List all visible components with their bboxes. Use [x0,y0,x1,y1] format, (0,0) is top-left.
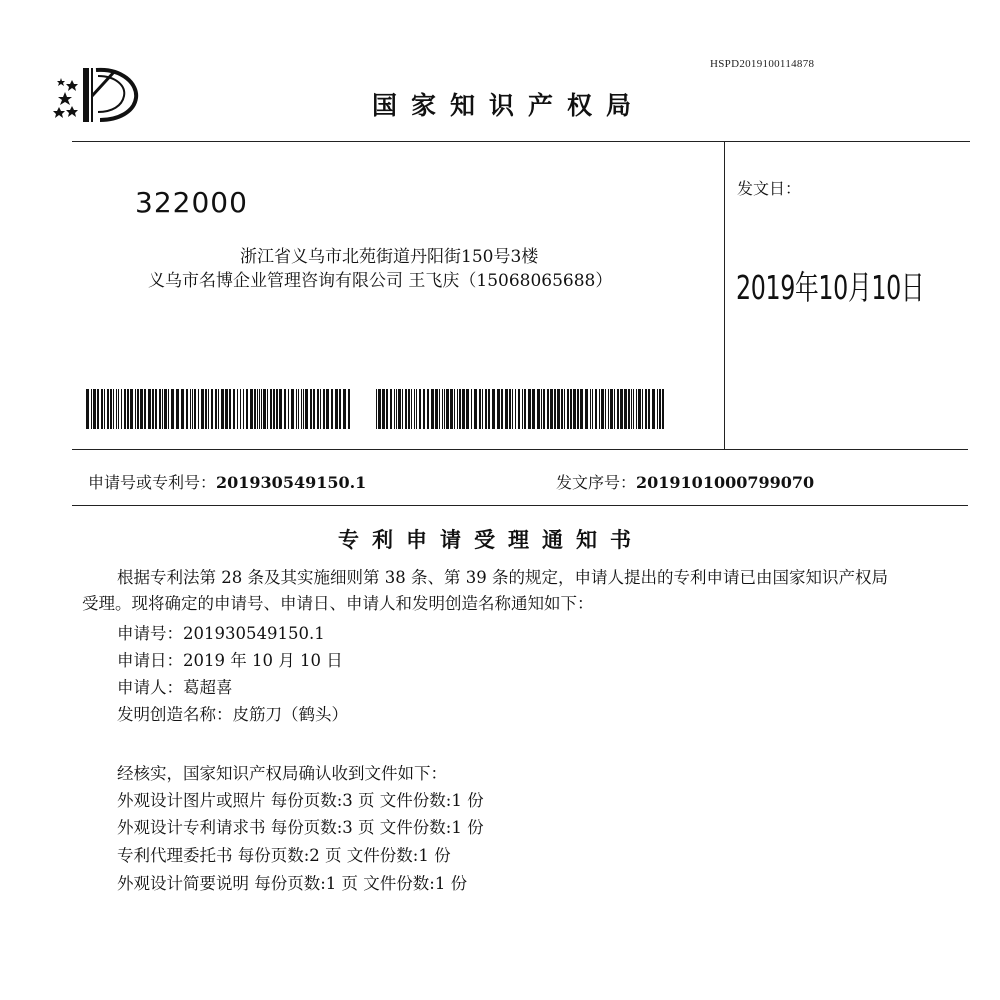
barcode-bar [137,389,139,429]
barcode-bar [93,389,96,429]
application-number-field [88,470,366,493]
barcode-bar [561,389,563,429]
barcode-bar [528,389,531,429]
postal-code: 322000 [135,186,248,219]
document-code: HSPD2019100114878 [710,58,815,70]
barcode-bar [442,389,443,429]
barcode-bar [254,389,256,429]
barcode-bar [435,389,438,429]
barcode-left [86,389,354,429]
barcode-bar [567,389,569,429]
barcode-bar [343,389,346,429]
barcode-bar [390,389,392,429]
barcode-bar [419,389,421,429]
barcode-bar [577,389,579,429]
middle-rule [72,449,968,450]
received-file-item: 外观设计图片或照片 每份页数:3 页 文件份数:1 份 [117,791,484,810]
barcode-bar [310,389,312,429]
barcode-bar [243,389,244,429]
barcode-bar [408,389,410,429]
barcode-bar [162,389,163,429]
barcode-bar [550,389,553,429]
barcode-bar [570,389,572,429]
barcode-bar [130,389,133,429]
barcode-bar [159,389,161,429]
barcode-bar [288,389,289,429]
barcode-bar [573,389,576,429]
barcode-bar [152,389,154,429]
send-date-value: 2019年10月10日 [736,268,925,307]
office-name: 国家知识产权局 [372,91,646,120]
barcode-bar [303,389,304,429]
barcode-bar [423,389,425,429]
barcode-bar [331,389,333,429]
barcode-bar [532,389,535,429]
barcode-bar [104,389,105,429]
barcode-bar [246,389,248,429]
barcode-bar [110,389,112,429]
barcode-bar [127,389,129,429]
barcode-bar [645,389,647,429]
barcode-right [376,389,666,429]
cnipa-logo-icon [52,62,144,124]
barcode-bar [501,389,503,429]
divider-vertical [724,141,725,449]
barcode-bar [261,389,262,429]
field-filing-date: 申请日：2019 年 10 月 10 日 [117,651,343,670]
barcode-bar [444,389,445,429]
mailing-address: 浙江省义乌市北苑街道丹阳街150号3楼 [240,247,539,267]
barcode-bar [662,389,664,429]
barcode-bar [320,389,321,429]
barcode-bar [257,389,258,429]
barcode-bar [636,389,637,429]
barcode-bar [326,389,329,429]
barcode-bar [229,389,231,429]
barcode-bar [557,389,560,429]
barcode-bar [462,389,465,429]
barcode-bar [218,389,219,429]
barcode-bar [378,389,381,429]
reference-rule [72,505,968,506]
barcode-bar [107,389,109,429]
barcode-bar [233,389,235,429]
barcode-bar [605,389,606,429]
barcode-bar [291,389,294,429]
barcode-bar [488,389,490,429]
barcode-bar [279,389,282,429]
barcode-bar [608,389,609,429]
barcode-bar [348,389,350,429]
barcode-bar [620,389,623,429]
field-application-number: 申请号：201930549150.1 [117,624,325,643]
barcode-bar [208,389,209,429]
barcode-bar [273,389,275,429]
barcode-bar [168,389,169,429]
barcode-bar [164,389,167,429]
barcode-bar [240,389,241,429]
barcode-bar [276,389,278,429]
barcode-bar [405,389,407,429]
barcode-bar [198,389,199,429]
barcode-bar [237,389,238,429]
barcode-bar [512,389,513,429]
barcode-bar [250,389,253,429]
barcode-bar [86,389,89,429]
barcode-bar [617,389,619,429]
barcode-bar [592,389,593,429]
barcode-bar [631,389,632,429]
barcode-bar [457,389,458,429]
send-date-label: 发文日： [737,179,802,198]
barcode-bar [466,389,469,429]
barcode-bar [335,389,338,429]
barcode-bar [113,389,114,429]
barcode-bar [439,389,440,429]
barcode-bar [144,389,146,429]
serial-number-field [556,470,814,493]
barcode-bar [186,389,188,429]
barcode-bar [505,389,508,429]
serial-number-value: 2019101000799070 [636,473,815,492]
barcode-bar [471,389,472,429]
barcode-bar [543,389,545,429]
barcode-bar [396,389,397,429]
barcode-bar [518,389,520,429]
barcode-bar [446,389,449,429]
notice-title: 专利申请受理通知书 [338,528,644,552]
barcode-bar [181,389,184,429]
barcode-bar [522,389,523,429]
barcode-bar [547,389,549,429]
application-number-value: 201930549150.1 [216,473,367,492]
barcode-bar [431,389,434,429]
barcode-bar [652,389,655,429]
barcode-bar [171,389,174,429]
barcode-bar [648,389,650,429]
barcode-bar [298,389,299,429]
barcode-bar [585,389,588,429]
barcode-bar [599,389,600,429]
intro-line-1: 根据专利法第 28 条及其实施细则第 38 条、第 39 条的规定，申请人提出的专利申请已由国家知识产权局 [117,568,888,587]
barcode-bar [492,389,495,429]
barcode-bar [301,389,302,429]
barcode-bar [91,389,92,429]
barcode-bar [225,389,228,429]
barcode-bar [201,389,204,429]
field-design-title: 发明创造名称：皮筋刀（鹤头） [117,705,348,724]
barcode-bar [339,389,341,429]
barcode-bar [414,389,415,429]
received-file-item: 外观设计专利请求书 每份页数:3 页 文件份数:1 份 [117,818,484,837]
barcode-bar [305,389,308,429]
barcode-bar [194,389,196,429]
barcode-bar [537,389,540,429]
barcode-bar [454,389,455,429]
barcode-bar [215,389,217,429]
barcode-bar [482,389,483,429]
barcode-bar [394,389,395,429]
barcode-bar [221,389,224,429]
barcode-bar [386,389,388,429]
barcode-bar [259,389,260,429]
barcode-bar [610,389,613,429]
received-file-item: 外观设计简要说明 每份页数:1 页 文件份数:1 份 [117,874,468,893]
barcode-bar [116,389,117,429]
barcode-bar [411,389,412,429]
barcode-bar [124,389,126,429]
application-number-label: 申请号或专利号： [88,473,217,492]
intro-line-2: 受理。现将确定的申请号、申请日、申请人和发明创造名称通知如下： [82,594,594,613]
barcode-bar [524,389,526,429]
barcode-bar [211,389,213,429]
barcode-bar [135,389,136,429]
barcode-bar [398,389,401,429]
barcode-bar [192,389,193,429]
barcode-bar [176,389,179,429]
barcode-bar [628,389,630,429]
field-applicant: 申请人：葛超喜 [117,678,233,697]
received-file-item: 专利代理委托书 每份页数:2 页 文件份数:1 份 [117,846,451,865]
serial-number-label: 发文序号： [556,473,637,492]
barcode-bar [515,389,516,429]
barcode-bar [657,389,658,429]
barcode-bar [155,389,157,429]
barcode-bar [554,389,556,429]
barcode-bar [624,389,627,429]
barcode-bar [459,389,461,429]
barcode-bar [509,389,511,429]
barcode-bar [633,389,634,429]
barcode-bar [121,389,122,429]
barcode-bar [541,389,542,429]
barcode-bar [479,389,481,429]
barcode-bar [595,389,597,429]
barcode-bar [427,389,429,429]
recipient-name: 义乌市名博企业管理咨询有限公司 王飞庆（15068065688） [148,271,613,291]
barcode-bar [642,389,643,429]
barcode-bar [402,389,403,429]
barcode-bar [267,389,268,429]
barcode-bar [97,389,99,429]
barcode-bar [148,389,151,429]
barcode-bar [614,389,615,429]
barcode-bar [263,389,266,429]
received-files-intro: 经核实，国家知识产权局确认收到文件如下： [117,764,447,783]
barcode-bar [296,389,297,429]
barcode-bar [317,389,319,429]
barcode-bar [284,389,286,429]
barcode-bar [497,389,500,429]
barcode-bar [450,389,453,429]
barcode-bar [118,389,119,429]
barcode-bar [564,389,565,429]
barcode-bar [190,389,191,429]
barcode-bar [580,389,583,429]
barcode-bar [101,389,103,429]
barcode-bar [313,389,315,429]
barcode-bar [270,389,272,429]
barcode-bar [590,389,591,429]
barcode-bar [638,389,641,429]
barcode-bar [659,389,661,429]
barcode-bar [323,389,325,429]
barcode-bar [140,389,143,429]
barcode-bar [474,389,477,429]
barcode-bar [485,389,487,429]
top-rule [72,141,970,142]
barcode-bar [601,389,604,429]
barcode-bar [205,389,207,429]
barcode-bar [416,389,417,429]
barcode-bar [376,389,377,429]
barcode-bar [382,389,385,429]
